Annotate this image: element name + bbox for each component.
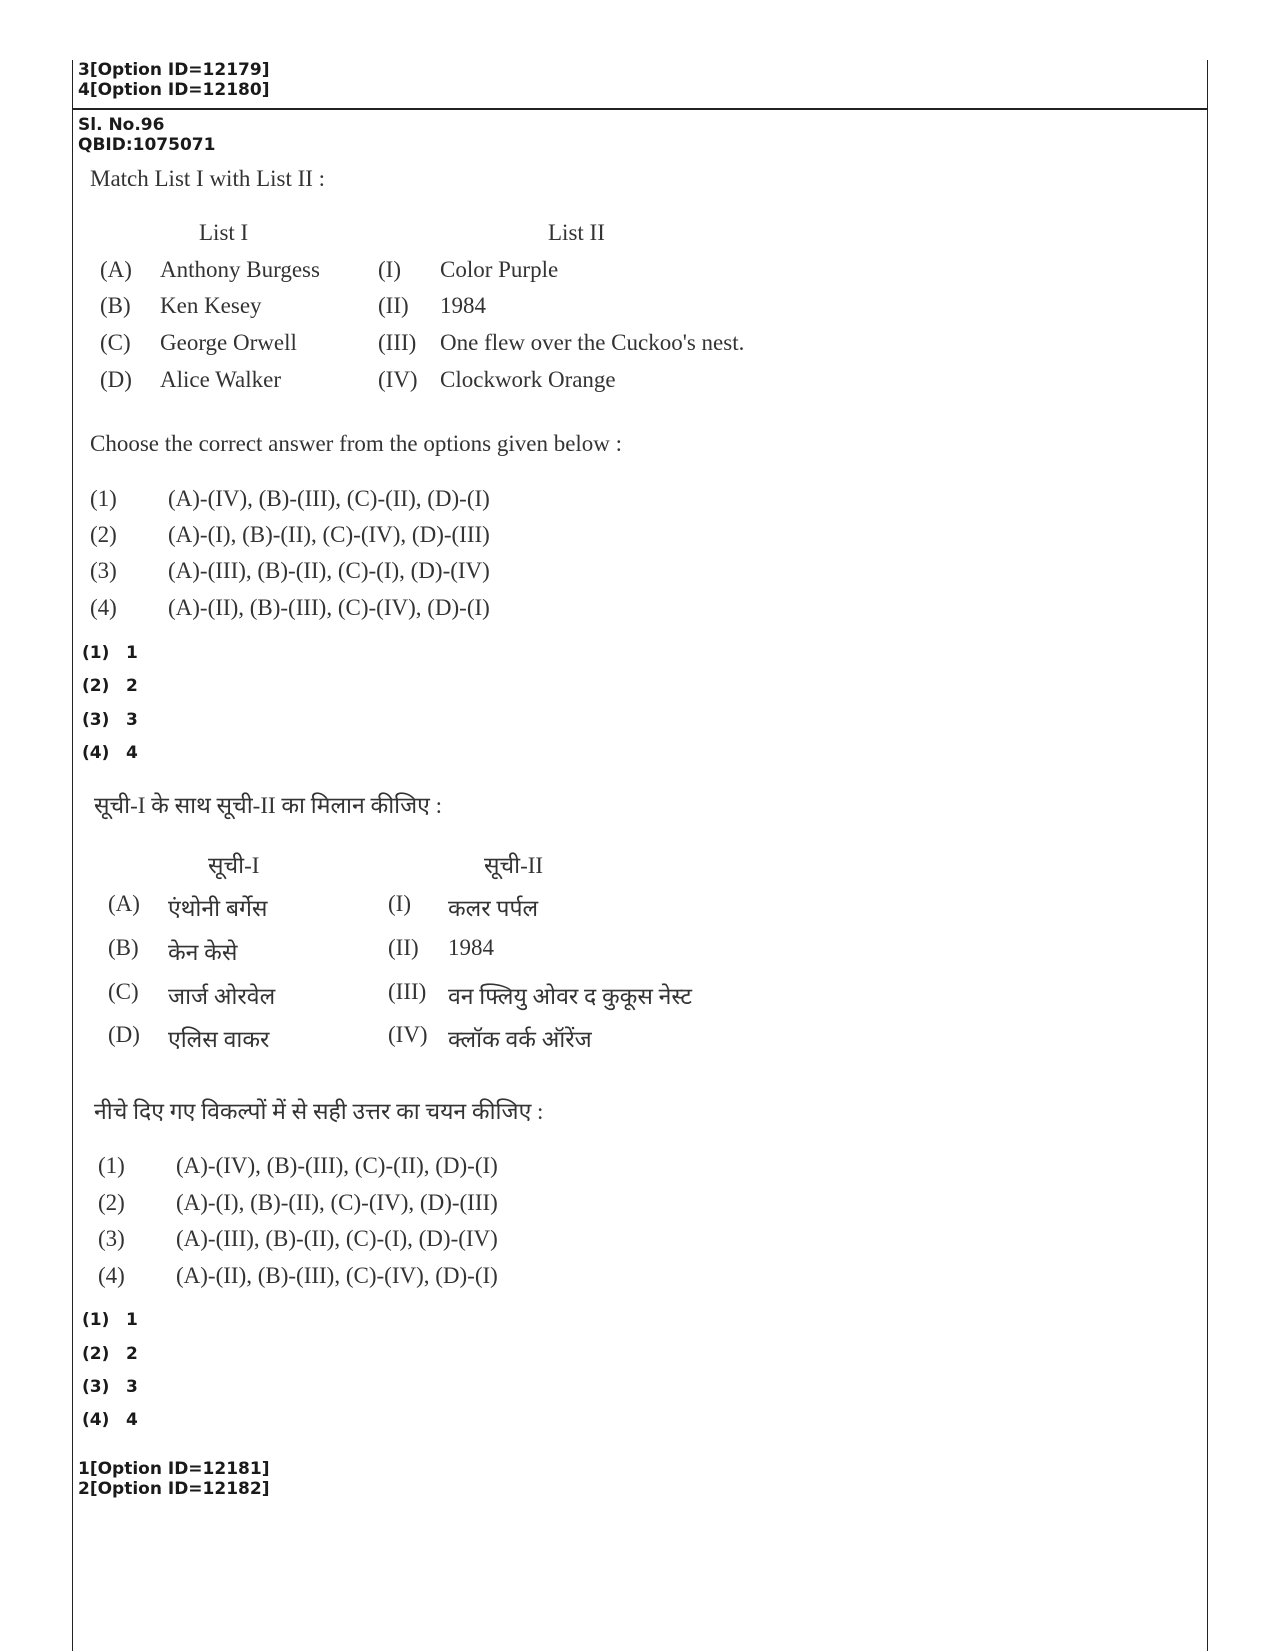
row-item: एलिस वाकर [168, 1027, 270, 1052]
row-label: (III) [378, 330, 417, 355]
option-number: (2) [98, 1190, 125, 1215]
answer-option[interactable] [82, 710, 138, 730]
answer-value: 4 [126, 1410, 138, 1430]
answer-option[interactable] [82, 1410, 138, 1430]
row-item: जार्ज ओरवेल [168, 984, 276, 1009]
row-item: Clockwork Orange [440, 367, 616, 392]
row-item: Color Purple [440, 257, 559, 282]
option-number: (2) [90, 522, 117, 547]
row-label: (D) [108, 1022, 140, 1047]
answer-value: 3 [126, 710, 138, 730]
row-label: (I) [378, 257, 401, 282]
answer-number: (3) [82, 1377, 110, 1397]
option-text: (A)-(IV), (B)-(III), (C)-(II), (D)-(I) [176, 1153, 498, 1178]
answer-option[interactable] [82, 743, 138, 763]
english-prompt: Match List I with List II : [90, 166, 326, 191]
right-border [1207, 60, 1208, 1651]
row-item: क्लॉक वर्क ऑरेंज [448, 1027, 592, 1052]
answer-number: (3) [82, 710, 110, 730]
serial-number: Sl. No.96 [78, 115, 165, 135]
answer-number: (2) [82, 1344, 110, 1364]
list1-header: List I [199, 220, 249, 245]
answer-value: 1 [126, 643, 138, 663]
qbid: QBID:1075071 [78, 135, 216, 155]
row-label: (B) [100, 293, 131, 318]
answer-value: 4 [126, 743, 138, 763]
question-frame [72, 60, 1208, 1651]
option-text: (A)-(II), (B)-(III), (C)-(IV), (D)-(I) [168, 595, 490, 620]
option-text: (A)-(I), (B)-(II), (C)-(IV), (D)-(III) [176, 1190, 498, 1215]
row-label: (A) [100, 257, 132, 282]
row-label: (II) [378, 293, 409, 318]
answer-value: 3 [126, 1377, 138, 1397]
option-number: (3) [90, 558, 117, 583]
row-item: वन फ्लियु ओवर द कुकूस नेस्ट [448, 984, 692, 1009]
hindi-choose-instruction: नीचे दिए गए विकल्पों में से सही उत्तर का चयन कीजिए : [94, 1099, 544, 1124]
row-item: Ken Kesey [160, 293, 262, 318]
option-id-line: 3[Option ID=12179] [78, 60, 270, 80]
option-id-line: 1[Option ID=12181] [78, 1459, 270, 1479]
row-label: (C) [108, 979, 139, 1004]
option-number: (1) [98, 1153, 125, 1178]
row-item: कलर पर्पल [448, 896, 539, 921]
row-label: (II) [388, 935, 419, 960]
option-number: (4) [98, 1263, 125, 1288]
answer-option[interactable] [82, 643, 138, 663]
option-text: (A)-(IV), (B)-(III), (C)-(II), (D)-(I) [168, 486, 490, 511]
row-label: (C) [100, 330, 131, 355]
row-item: Alice Walker [160, 367, 281, 392]
answer-value: 2 [126, 1344, 138, 1364]
answer-number: (1) [82, 643, 110, 663]
row-item: केन केसे [168, 940, 238, 965]
answer-number: (2) [82, 676, 110, 696]
option-text: (A)-(II), (B)-(III), (C)-(IV), (D)-(I) [176, 1263, 498, 1288]
answer-number: (1) [82, 1310, 110, 1330]
row-label: (D) [100, 367, 132, 392]
option-number: (3) [98, 1226, 125, 1251]
option-id-line: 4[Option ID=12180] [78, 80, 270, 100]
answer-option[interactable] [82, 1344, 138, 1364]
hindi-prompt: सूची-I के साथ सूची-II का मिलान कीजिए : [94, 793, 443, 818]
option-text: (A)-(III), (B)-(II), (C)-(I), (D)-(IV) [168, 558, 490, 583]
option-text: (A)-(I), (B)-(II), (C)-(IV), (D)-(III) [168, 522, 490, 547]
english-choose-instruction: Choose the correct answer from the options given below : [90, 431, 623, 456]
row-label: (IV) [388, 1022, 428, 1047]
answer-value: 2 [126, 676, 138, 696]
hindi-list1-header: सूची-I [208, 853, 260, 878]
row-item: 1984 [448, 935, 494, 960]
row-label: (A) [108, 891, 140, 916]
row-item: George Orwell [160, 330, 297, 355]
answer-number: (4) [82, 743, 110, 763]
row-label: (III) [388, 979, 427, 1004]
option-number: (4) [90, 595, 117, 620]
row-item: Anthony Burgess [160, 257, 320, 282]
row-item: एंथोनी बर्गेस [168, 896, 268, 921]
answer-option[interactable] [82, 1310, 138, 1330]
row-item: One flew over the Cuckoo's nest. [440, 330, 745, 355]
answer-option[interactable] [82, 676, 138, 696]
answer-value: 1 [126, 1310, 138, 1330]
answer-number: (4) [82, 1410, 110, 1430]
hindi-list2-header: सूची-II [484, 853, 544, 878]
option-text: (A)-(III), (B)-(II), (C)-(I), (D)-(IV) [176, 1226, 498, 1251]
answer-option[interactable] [82, 1377, 138, 1397]
question-divider [72, 108, 1208, 110]
option-number: (1) [90, 486, 117, 511]
row-label: (IV) [378, 367, 418, 392]
left-border [72, 60, 73, 1651]
row-label: (B) [108, 935, 139, 960]
option-id-line: 2[Option ID=12182] [78, 1479, 270, 1499]
row-item: 1984 [440, 293, 486, 318]
row-label: (I) [388, 891, 411, 916]
list2-header: List II [548, 220, 605, 245]
